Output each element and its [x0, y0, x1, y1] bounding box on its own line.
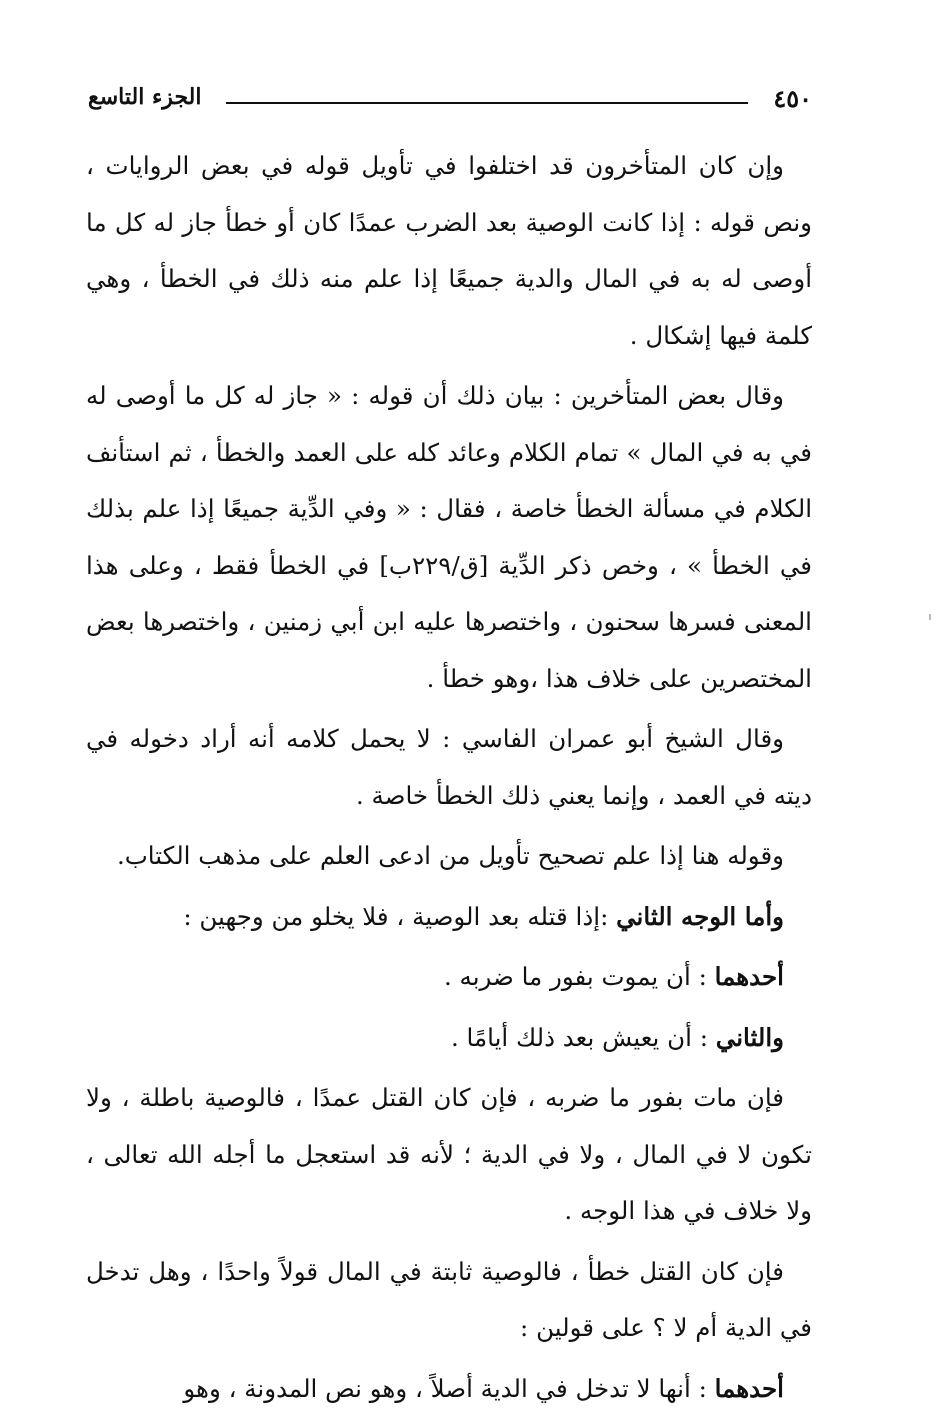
paragraph	[86, 138, 812, 364]
body-text	[86, 138, 812, 1421]
paragraph	[86, 889, 812, 946]
paragraph	[86, 1070, 812, 1240]
part-title: الجزء التاسع	[88, 84, 202, 110]
paragraph	[86, 1010, 812, 1067]
paragraph-text: :إذا قتله بعد الوصية ، فلا يخلو من وجهين :	[183, 901, 609, 931]
paragraph	[86, 711, 812, 824]
running-header	[88, 82, 812, 116]
paragraph-text: وقوله هنا إذا علم تصحيح تأويل من ادعى العلم على مذهب الكتاب.	[116, 841, 784, 870]
scan-edge-mark	[929, 614, 931, 620]
paragraph-text: وإن كان المتأخرون قد اختلفوا في تأويل قوله في بعض الروايات ، ونص قوله : إذا كانت الوصية بعد الضرب عمدًا كان أو خطأ جاز له كل ما أوصى له به في المال والدية جميعًا إذا علم منه ذلك في الخطأ ، وهي كلمة فيها إشكال .	[86, 151, 812, 350]
paragraph-text: وقال الشيخ أبو عمران الفاسي : لا يحمل كلامه أنه أراد دخوله في ديته في العمد ، وإنما يعني ذلك الخطأ خاصة .	[86, 724, 812, 810]
paragraph	[86, 368, 812, 707]
paragraph-text: : أن يعيش بعد ذلك أيامًا .	[450, 1022, 708, 1052]
page-number: ٤٥٠	[773, 84, 812, 113]
paragraph-text: فإن مات بفور ما ضربه ، فإن كان القتل عمدًا ، فالوصية باطلة ، ولا تكون لا في المال ، ولا في الدية ؛ لأنه قد استعجل ما أجله الله تعالى ، ولا خلاف في هذا الوجه .	[86, 1083, 812, 1225]
paragraph-lead: والثاني	[715, 1022, 784, 1052]
paragraph-text: : أن يموت بفور ما ضربه .	[443, 962, 707, 991]
paragraph-text: وقال بعض المتأخرين : بيان ذلك أن قوله : « جاز له كل ما أوصى له في به في المال » تمام الكلام وعائد كله على العمد والخطأ ، ثم استأنف الكلام في مسألة الخطأ خاصة ، فقال : « وفي الدِّية جميعًا إذا علم بذلك في الخطأ » ، وخص ذكر الدِّية [ق/٢٢٩ب] في الخطأ فقط ، وعلى هذا المعنى فسرها سحنون ، واختصرها عليه ابن أبي زمنين ، واختصرها بعض المختصرين على خلاف هذا ،وهو خطأ .	[86, 381, 813, 693]
paragraph	[86, 828, 812, 885]
paragraph-lead: وأما الوجه الثاني	[616, 901, 784, 931]
paragraph	[86, 949, 812, 1006]
paragraph	[86, 1361, 812, 1418]
header-rule	[226, 102, 748, 104]
paragraph	[86, 1244, 812, 1357]
paragraph-text: : أنها لا تدخل في الدية أصلاً ، وهو نص المدونة ، وهو	[183, 1373, 707, 1403]
paragraph-lead: أحدهما	[714, 1373, 784, 1403]
paragraph-text: فإن كان القتل خطأ ، فالوصية ثابتة في المال قولاً واحدًا ، وهل تدخل في الدية أم لا ؟ على قولين :	[86, 1256, 812, 1342]
paragraph-lead: أحدهما	[714, 962, 784, 991]
